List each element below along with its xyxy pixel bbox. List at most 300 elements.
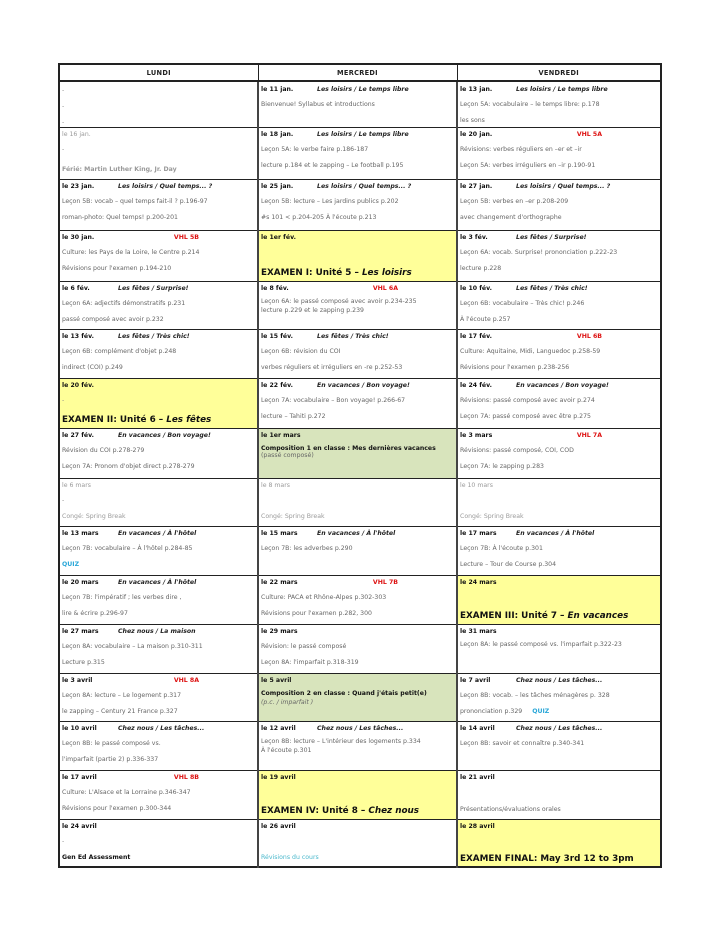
cell-header bbox=[261, 379, 456, 393]
cell-header bbox=[460, 330, 660, 344]
lesson-topic: En vacances / Bon voyage! bbox=[118, 432, 211, 439]
cell-mercredi bbox=[258, 230, 457, 281]
lesson-topic: En vacances / À l'hôtel bbox=[516, 530, 595, 537]
content-line bbox=[62, 162, 177, 178]
content-line bbox=[261, 360, 456, 376]
content-line bbox=[460, 736, 660, 752]
cell-mercredi bbox=[258, 329, 457, 378]
content-text: Révision: le passé composé bbox=[261, 643, 347, 650]
cell-vendredi bbox=[457, 81, 661, 127]
lesson-topic: En vacances / À l'hôtel bbox=[317, 530, 396, 537]
cell-header bbox=[460, 625, 660, 639]
lesson-topic: Les loisirs / Quel temps... ? bbox=[516, 183, 611, 190]
content-text: Leçon 8A: lecture – Le logement p.317 bbox=[62, 692, 182, 699]
content-line bbox=[62, 194, 257, 210]
session-date: le 27 jan. bbox=[460, 183, 493, 190]
content-line bbox=[62, 655, 257, 671]
cell-header bbox=[460, 527, 660, 541]
session-date: le 23 jan. bbox=[62, 183, 95, 190]
composition-note: (p.c. / imparfait ) bbox=[261, 699, 314, 706]
cell-mercredi bbox=[258, 819, 457, 867]
cell-lundi bbox=[59, 378, 258, 428]
cell-vendredi bbox=[457, 378, 661, 428]
session-date: le 20 jan. bbox=[460, 131, 493, 138]
cell-vendredi bbox=[457, 428, 661, 478]
content-text: Congé: Spring Break bbox=[261, 513, 325, 520]
placeholder-dash: - bbox=[62, 838, 65, 845]
content-text: Révision du COI p.278-279 bbox=[62, 447, 145, 454]
cell-header bbox=[261, 722, 456, 736]
session-date: le 17 mars bbox=[460, 530, 497, 537]
exam-title bbox=[62, 415, 211, 425]
schedule-row bbox=[59, 127, 661, 179]
content-text: Présentations/évaluations orales bbox=[460, 806, 561, 813]
vhl-assignment-badge: VHL 8B bbox=[173, 774, 199, 781]
vhl-assignment-badge: VHL 6A bbox=[372, 285, 398, 292]
content-text: Révisions pour l'examen p.282, 300 bbox=[261, 610, 372, 617]
content-line bbox=[460, 142, 660, 158]
lesson-topic: Les fêtes / Surprise! bbox=[516, 234, 587, 241]
session-date: le 24 mars bbox=[460, 579, 497, 586]
cell-lundi bbox=[59, 281, 258, 329]
content-text: Leçon 8A: vocabulaire – La maison p.310-311 bbox=[62, 643, 203, 650]
vhl-assignment-badge: VHL 7B bbox=[372, 579, 398, 586]
composition-text: Composition 1 en classe : Mes dernières vacances bbox=[261, 444, 436, 452]
lesson-topic: Les loisirs / Le temps libre bbox=[317, 85, 409, 93]
content-text: Leçon 7A: passé composé avec être p.275 bbox=[460, 413, 591, 420]
session-date: le 17 fév. bbox=[460, 333, 493, 340]
quiz-badge: QUIZ bbox=[62, 561, 80, 568]
assessment-text: Gen Ed Assessment bbox=[62, 854, 131, 861]
lesson-topic: Les fêtes / Très chic! bbox=[317, 333, 389, 340]
content-line bbox=[460, 802, 561, 818]
content-text: Leçon 8A: l'imparfait p.318-319 bbox=[261, 659, 359, 666]
content-line bbox=[460, 96, 660, 112]
cell-lundi bbox=[59, 230, 258, 281]
exam-unit-name: En vacances bbox=[567, 610, 629, 621]
vhl-assignment-badge: VHL 6B bbox=[576, 333, 602, 340]
session-date: le 10 avril bbox=[62, 725, 97, 732]
content-text: Culture: L'Alsace et la Lorraine p.346-347 bbox=[62, 789, 191, 796]
cell-header bbox=[62, 330, 257, 344]
cell-header bbox=[460, 771, 660, 785]
content-text: Révisions pour l'examen p.194-210 bbox=[62, 265, 172, 272]
content-line bbox=[261, 639, 456, 655]
cell-vendredi bbox=[457, 575, 661, 624]
content-line bbox=[460, 210, 660, 226]
content-text: Leçon 7A: vocabulaire – Bon voyage! p.266-67 bbox=[261, 397, 406, 404]
content-line bbox=[62, 704, 257, 720]
cell-header bbox=[261, 82, 456, 96]
cell-header bbox=[62, 180, 257, 194]
content-line bbox=[460, 541, 660, 557]
content-line bbox=[62, 312, 257, 328]
content-line bbox=[460, 261, 660, 277]
session-date: le 29 mars bbox=[261, 628, 298, 635]
schedule-row bbox=[59, 526, 661, 575]
session-date: le 6 mars bbox=[62, 482, 91, 489]
placeholder-dash: - bbox=[62, 86, 65, 94]
course-schedule-table bbox=[58, 63, 662, 868]
session-date: le 13 jan. bbox=[460, 85, 493, 93]
content-text: Leçon 5A: verbes irréguliers en –ir p.190-91 bbox=[460, 162, 596, 169]
vhl-assignment-badge: VHL 7A bbox=[576, 432, 602, 439]
placeholder-line bbox=[62, 393, 257, 409]
content-line bbox=[460, 493, 660, 509]
vhl-assignment-badge: VHL 5A bbox=[576, 131, 602, 138]
cell-vendredi bbox=[457, 624, 661, 673]
content-line bbox=[62, 245, 257, 261]
session-date: le 27 mars bbox=[62, 628, 99, 635]
lesson-topic: Les fêtes / Très chic! bbox=[118, 333, 190, 340]
session-date: le 20 mars bbox=[62, 579, 99, 586]
content-text: Leçon 5A: le verbe faire p.186-187 bbox=[261, 146, 369, 153]
content-text: Leçon 7B: l'impératif ; les verbes dire , bbox=[62, 594, 182, 601]
placeholder-dash: - bbox=[62, 102, 65, 110]
content-line bbox=[460, 459, 660, 475]
content-text: À l'écoute p.257 bbox=[460, 316, 511, 323]
cell-header bbox=[62, 576, 257, 590]
cell-header bbox=[460, 282, 660, 296]
content-line bbox=[261, 745, 456, 755]
content-line bbox=[261, 142, 456, 158]
cell-mercredi bbox=[258, 127, 457, 179]
content-text: l'imparfait (partie 2) p.336-337 bbox=[62, 756, 159, 763]
assessment-line bbox=[62, 850, 130, 866]
content-line bbox=[261, 509, 325, 525]
cell-lundi bbox=[59, 526, 258, 575]
cell-mercredi bbox=[258, 179, 457, 230]
content-text: Leçon 5B: lecture – Les jardins publics p.202 bbox=[261, 198, 399, 205]
cell-header bbox=[62, 429, 257, 443]
cell-vendredi bbox=[457, 721, 661, 770]
cell-lundi bbox=[59, 179, 258, 230]
cell-mercredi bbox=[258, 770, 457, 819]
lesson-topic: Les fêtes / Surprise! bbox=[118, 285, 189, 292]
content-line bbox=[62, 736, 257, 752]
content-text: Bienvenue! Syllabus et introductions bbox=[261, 100, 375, 108]
session-date: le 8 fév. bbox=[261, 285, 289, 292]
content-line bbox=[62, 785, 257, 801]
exam-unit-name: Les loisirs bbox=[361, 267, 412, 278]
content-text: Congé: Spring Break bbox=[460, 513, 524, 520]
cell-header bbox=[460, 674, 660, 688]
cell-mercredi bbox=[258, 378, 457, 428]
content-line bbox=[62, 142, 257, 158]
content-line bbox=[62, 443, 257, 459]
content-line bbox=[62, 210, 257, 226]
session-date: le 30 jan. bbox=[62, 234, 95, 241]
content-text: Leçon 7B: les adverbes p.290 bbox=[261, 545, 353, 552]
header-mercredi: MERCREDI bbox=[258, 64, 457, 81]
cell-mercredi bbox=[258, 526, 457, 575]
content-text: Révisions pour l'examen p.300-344 bbox=[62, 805, 172, 812]
content-line bbox=[261, 409, 456, 425]
exam-title bbox=[460, 854, 634, 864]
cell-lundi bbox=[59, 819, 258, 867]
header-vendredi: VENDREDI bbox=[457, 64, 661, 81]
content-line bbox=[62, 344, 257, 360]
content-text: Leçon 8B: lecture – L'intérieur des logements p.334 bbox=[261, 737, 421, 745]
session-date: le 20 fév. bbox=[62, 382, 95, 389]
content-text: roman-photo: Quel temps! p.200-201 bbox=[62, 214, 178, 221]
cell-header bbox=[460, 820, 660, 834]
session-date: le 13 mars bbox=[62, 530, 99, 537]
content-text: Leçon 6A: vocab. Surprise! prononciation p.222-23 bbox=[460, 249, 618, 256]
content-line bbox=[62, 752, 257, 768]
schedule-row bbox=[59, 329, 661, 378]
session-date: le 14 avril bbox=[460, 725, 495, 732]
content-line bbox=[460, 296, 660, 312]
content-line bbox=[460, 639, 660, 649]
content-line bbox=[62, 360, 257, 376]
content-line bbox=[261, 194, 456, 210]
cell-header bbox=[62, 379, 257, 393]
schedule-row bbox=[59, 378, 661, 428]
content-line bbox=[62, 98, 257, 114]
session-date: le 19 avril bbox=[261, 774, 296, 781]
lesson-topic: Les loisirs / Le temps libre bbox=[317, 131, 409, 138]
composition-text: Composition 2 en classe : Quand j'étais petit(e) bbox=[261, 689, 427, 697]
session-date: le 3 fév. bbox=[460, 234, 488, 241]
content-text: lecture p.184 et le zapping – Le football p.195 bbox=[261, 162, 404, 169]
cell-header bbox=[261, 479, 456, 493]
content-line bbox=[62, 541, 257, 557]
cell-header bbox=[460, 82, 660, 96]
content-line bbox=[460, 393, 660, 409]
schedule-row bbox=[59, 428, 661, 478]
session-date: le 25 jan. bbox=[261, 183, 294, 190]
cell-header bbox=[261, 180, 456, 194]
placeholder-dash: - bbox=[62, 146, 65, 153]
cell-vendredi bbox=[457, 770, 661, 819]
content-line bbox=[62, 606, 257, 622]
cell-header bbox=[261, 674, 456, 688]
content-text: Leçon 7B: À l'écoute p.301 bbox=[460, 545, 543, 552]
content-text: Leçon 8A: le passé composé vs. l'imparfait p.322-23 bbox=[460, 640, 622, 648]
session-date: le 3 mars bbox=[460, 432, 493, 439]
content-text: le zapping – Century 21 France p.327 bbox=[62, 708, 178, 715]
content-text: Culture: les Pays de la Loire, le Centre p.214 bbox=[62, 249, 200, 256]
content-line bbox=[261, 736, 456, 746]
schedule-row bbox=[59, 281, 661, 329]
composition-note-line bbox=[261, 697, 456, 707]
cell-mercredi bbox=[258, 673, 457, 721]
session-date: le 31 mars bbox=[460, 628, 497, 635]
cell-vendredi bbox=[457, 230, 661, 281]
placeholder-dash: - bbox=[62, 118, 65, 126]
exam-label: EXAMEN FINAL: May 3rd 12 to 3pm bbox=[460, 853, 634, 864]
content-text: Leçon 8B: vocab. – les tâches ménagères p. 328 bbox=[460, 692, 610, 699]
content-line bbox=[261, 305, 456, 315]
content-text: verbes réguliers et irréguliers en -re p.252-53 bbox=[261, 364, 403, 371]
session-date: le 24 avril bbox=[62, 823, 97, 830]
cell-header bbox=[261, 330, 456, 344]
cell-vendredi bbox=[457, 329, 661, 378]
holiday-label: Férié: Martin Luther King, Jr. Day bbox=[62, 166, 177, 173]
content-line bbox=[62, 82, 257, 98]
cell-header bbox=[261, 820, 456, 834]
cell-vendredi bbox=[457, 673, 661, 721]
cell-lundi bbox=[59, 721, 258, 770]
session-date: le 28 avril bbox=[460, 823, 495, 830]
schedule-row bbox=[59, 478, 661, 526]
content-text: Révisions pour l'examen p.238-256 bbox=[460, 364, 570, 371]
cell-mercredi bbox=[258, 624, 457, 673]
content-line bbox=[261, 541, 456, 557]
lesson-topic: Chez nous / La maison bbox=[118, 628, 196, 635]
exam-label: EXAMEN II: Unité 6 – bbox=[62, 414, 167, 425]
header-row bbox=[59, 64, 661, 81]
lesson-topic: Les loisirs / Quel temps... ? bbox=[317, 183, 412, 190]
session-date: le 10 fév. bbox=[460, 285, 493, 292]
placeholder-dash: - bbox=[62, 497, 65, 504]
cell-header bbox=[460, 379, 660, 393]
content-line bbox=[62, 459, 257, 475]
content-line bbox=[62, 509, 126, 525]
cell-header bbox=[460, 231, 660, 245]
review-text: Révisions du cours bbox=[261, 854, 319, 861]
cell-lundi bbox=[59, 770, 258, 819]
content-text: Leçon 6B: vocabulaire – Très chic! p.246 bbox=[460, 300, 585, 307]
content-text: passé composé avec avoir p.232 bbox=[62, 316, 164, 323]
content-text: À l'écoute p.301 bbox=[261, 747, 312, 754]
content-text: Lecture – Tour de Course p.304 bbox=[460, 561, 557, 568]
content-line bbox=[460, 194, 660, 210]
content-text: lire & écrire p.296-97 bbox=[62, 610, 128, 617]
vhl-assignment-badge: VHL 8A bbox=[173, 677, 199, 684]
composition-title bbox=[261, 443, 456, 460]
schedule-row bbox=[59, 575, 661, 624]
session-date: le 27 fév. bbox=[62, 432, 95, 439]
cell-header bbox=[62, 625, 257, 639]
schedule-row bbox=[59, 179, 661, 230]
exam-unit-name: Chez nous bbox=[368, 805, 420, 816]
session-date: le 15 mars bbox=[261, 530, 298, 537]
content-line bbox=[261, 96, 456, 112]
cell-header bbox=[261, 576, 456, 590]
content-text: Leçon 6B: complément d'objet p.248 bbox=[62, 348, 177, 355]
cell-header bbox=[460, 722, 660, 736]
cell-mercredi bbox=[258, 478, 457, 526]
cell-lundi bbox=[59, 624, 258, 673]
cell-vendredi bbox=[457, 819, 661, 867]
content-line bbox=[261, 296, 456, 306]
vhl-assignment-badge: VHL 5B bbox=[173, 234, 199, 241]
cell-mercredi bbox=[258, 721, 457, 770]
content-line bbox=[261, 590, 456, 606]
exam-label: EXAMEN I: Unité 5 – bbox=[261, 267, 362, 278]
content-line bbox=[460, 112, 660, 127]
session-date: le 13 fév. bbox=[62, 333, 95, 340]
content-text: Leçon 6A: adjectifs démonstratifs p.231 bbox=[62, 300, 186, 307]
content-line bbox=[261, 344, 456, 360]
content-text: les sons bbox=[460, 116, 485, 124]
content-line bbox=[460, 785, 660, 801]
cell-header bbox=[261, 527, 456, 541]
schedule-row bbox=[59, 770, 661, 819]
session-date: le 3 avril bbox=[62, 677, 93, 684]
content-line bbox=[62, 261, 257, 277]
schedule-row bbox=[59, 673, 661, 721]
cell-header bbox=[261, 429, 456, 443]
content-line bbox=[62, 688, 257, 704]
placeholder-line bbox=[62, 834, 257, 850]
content-text: Leçon 8B: savoir et connaître p.340-341 bbox=[460, 740, 585, 747]
cell-header bbox=[261, 231, 456, 245]
cell-mercredi bbox=[258, 575, 457, 624]
cell-header bbox=[62, 527, 257, 541]
cell-header bbox=[261, 128, 456, 142]
lesson-topic: Les loisirs / Quel temps... ? bbox=[118, 183, 213, 190]
lesson-topic: Chez nous / Les tâches... bbox=[516, 725, 603, 732]
content-text: Leçon 6A: le passé composé avec avoir p.234-235 bbox=[261, 297, 417, 305]
content-text: Leçon 6B: révision du COI bbox=[261, 348, 341, 355]
content-line bbox=[460, 409, 660, 425]
exam-title bbox=[261, 806, 419, 816]
session-date: le 21 avril bbox=[460, 774, 495, 781]
content-line bbox=[62, 493, 257, 509]
lesson-topic: Chez nous / Les tâches... bbox=[516, 677, 603, 684]
content-text: prononciation p.329 bbox=[460, 708, 523, 715]
session-date: le 1er fév. bbox=[261, 234, 296, 241]
cell-header bbox=[62, 231, 257, 245]
cell-lundi bbox=[59, 127, 258, 179]
content-line bbox=[261, 655, 456, 671]
content-line bbox=[62, 114, 257, 127]
cell-header bbox=[460, 576, 660, 590]
cell-vendredi bbox=[457, 478, 661, 526]
cell-lundi bbox=[59, 329, 258, 378]
schedule-row bbox=[59, 230, 661, 281]
content-text: Lecture p.315 bbox=[62, 659, 105, 666]
schedule-row bbox=[59, 721, 661, 770]
cell-mercredi bbox=[258, 281, 457, 329]
session-date: le 5 avril bbox=[261, 677, 292, 684]
cell-header bbox=[62, 479, 257, 493]
cell-lundi bbox=[59, 575, 258, 624]
cell-header bbox=[62, 820, 257, 834]
content-text: Leçon 8B: le passé composé vs. bbox=[62, 740, 161, 747]
quiz-badge: QUIZ bbox=[532, 708, 550, 715]
content-line bbox=[460, 704, 660, 720]
session-date: le 8 mars bbox=[261, 482, 290, 489]
cell-lundi bbox=[59, 673, 258, 721]
session-date: le 18 jan. bbox=[261, 131, 294, 138]
cell-header bbox=[460, 128, 660, 142]
cell-header bbox=[62, 771, 257, 785]
content-text: Révisions: passé composé avec avoir p.274 bbox=[460, 397, 595, 404]
content-line bbox=[460, 688, 660, 704]
content-line bbox=[261, 493, 456, 509]
session-date: le 24 fév. bbox=[460, 382, 493, 389]
content-text: Leçon 7A: Pronom d'objet direct p.278-279 bbox=[62, 463, 195, 470]
session-date: le 15 fév. bbox=[261, 333, 294, 340]
composition-title bbox=[261, 688, 456, 698]
lesson-topic: En vacances / À l'hôtel bbox=[118, 579, 197, 586]
content-text: Leçon 7B: vocabulaire – À l'hôtel p.284-85 bbox=[62, 545, 193, 552]
session-date: le 11 jan. bbox=[261, 85, 294, 93]
cell-lundi bbox=[59, 478, 258, 526]
content-line bbox=[261, 393, 456, 409]
content-text: avec changement d'orthographe bbox=[460, 214, 562, 221]
session-date: le 16 jan. bbox=[62, 131, 91, 138]
review-line bbox=[261, 850, 319, 866]
content-line bbox=[62, 639, 257, 655]
exam-title bbox=[261, 268, 412, 278]
session-date: le 7 avril bbox=[460, 677, 491, 684]
content-line bbox=[62, 801, 257, 817]
